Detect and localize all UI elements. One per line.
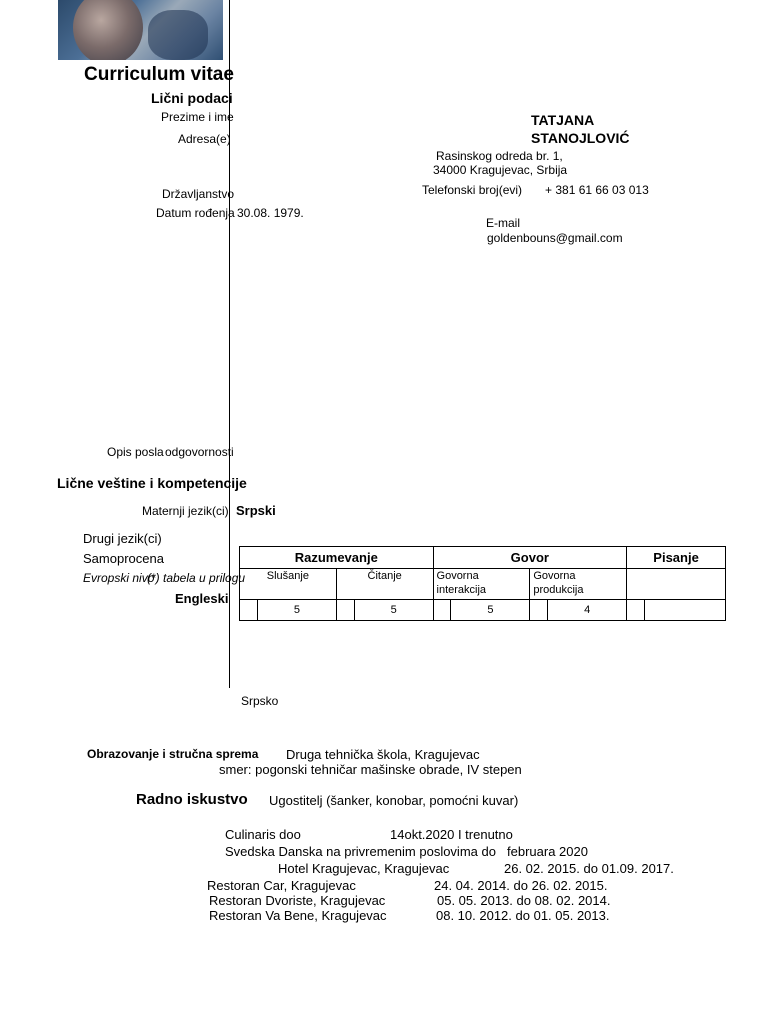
header-speaking: Govor bbox=[433, 547, 627, 569]
level-cell-production bbox=[530, 600, 548, 621]
photo-shade-shape bbox=[148, 10, 208, 60]
phone-label: Telefonski broj(evi) bbox=[422, 183, 523, 197]
education-label: Obrazovanje i stručna sprema bbox=[87, 747, 259, 761]
phone-value: + 381 61 66 03 013 bbox=[545, 183, 649, 197]
table-values-row bbox=[240, 600, 726, 621]
experience-role: Ugostitelj (šanker, konobar, pomoćni kuvar) bbox=[269, 793, 519, 808]
header-understanding: Razumevanje bbox=[240, 547, 434, 569]
employer-3: Hotel Kragujevac, Kragujevac bbox=[278, 861, 450, 876]
period-6: 08. 10. 2012. do 01. 05. 2013. bbox=[436, 908, 610, 923]
subheader-reading: Čitanje bbox=[336, 569, 433, 600]
level-cell-interaction bbox=[433, 600, 451, 621]
subheader-production: Govorna produkcija bbox=[530, 569, 627, 600]
level-cell-listening bbox=[240, 600, 258, 621]
period-1: 14okt.2020 I trenutno bbox=[390, 827, 513, 842]
level-cell-writing bbox=[627, 600, 645, 621]
subheader-interaction: Govorna interakcija bbox=[433, 569, 530, 600]
self-assessment-label: Samoprocena bbox=[83, 551, 164, 566]
value-reading: 5 bbox=[354, 600, 433, 621]
mother-tongue-value: Srpski bbox=[236, 503, 276, 518]
subheader-listening: Slušanje bbox=[240, 569, 337, 600]
email-label: E-mail bbox=[486, 216, 521, 230]
email-value: goldenbouns@gmail.com bbox=[487, 231, 623, 245]
value-writing bbox=[645, 600, 726, 621]
name-line1: TATJANA bbox=[531, 112, 595, 128]
other-languages-label: Drugi jezik(ci) bbox=[83, 531, 162, 546]
citizenship-label: Državljanstvo bbox=[162, 187, 235, 201]
employer-1: Culinaris doo bbox=[225, 827, 301, 842]
dob-label: Datum rođenja bbox=[156, 206, 235, 220]
profile-photo bbox=[58, 0, 223, 60]
european-level-label: Evropski nivo bbox=[83, 571, 155, 585]
section-personal-title: Lični podaci bbox=[151, 90, 233, 106]
level-cell-reading bbox=[336, 600, 354, 621]
name-label: Prezime i ime bbox=[161, 110, 234, 124]
duties-label-2: odgovornosti bbox=[165, 445, 234, 459]
european-level-note: (*) tabela u prilogu bbox=[147, 571, 246, 585]
footer-language-note: Srpsko bbox=[241, 694, 279, 708]
dob-value: 30.08. 1979. bbox=[237, 206, 304, 220]
table-subheader-row bbox=[240, 569, 726, 600]
experience-label: Radno iskustvo bbox=[136, 791, 248, 808]
address-line2: 34000 Kragujevac, Srbija bbox=[433, 163, 568, 177]
photo-hair-shape bbox=[73, 0, 143, 60]
name-line2: STANOJLOVIĆ bbox=[531, 130, 630, 146]
employer-5: Restoran Dvoriste, Kragujevac bbox=[209, 893, 386, 908]
subheader-writing-empty bbox=[627, 569, 726, 600]
duties-label: Opis posla bbox=[107, 445, 164, 459]
period-2: februara 2020 bbox=[507, 844, 588, 859]
period-3: 26. 02. 2015. do 01.09. 2017. bbox=[504, 861, 674, 876]
language-name: Engleski bbox=[175, 591, 229, 606]
table-header-row bbox=[240, 547, 726, 569]
value-production: 4 bbox=[548, 600, 627, 621]
skills-section-title: Lične veštine i kompetencije bbox=[57, 475, 247, 491]
mother-tongue-label: Maternji jezik(ci) bbox=[142, 504, 229, 518]
document-title: Curriculum vitae bbox=[84, 64, 234, 85]
employer-4: Restoran Car, Kragujevac bbox=[207, 878, 356, 893]
education-school: Druga tehnička škola, Kragujevac bbox=[286, 747, 480, 762]
period-4: 24. 04. 2014. do 26. 02. 2015. bbox=[434, 878, 608, 893]
period-5: 05. 05. 2013. do 08. 02. 2014. bbox=[437, 893, 611, 908]
address-label: Adresa(e) bbox=[178, 132, 231, 146]
value-interaction: 5 bbox=[451, 600, 530, 621]
employer-6: Restoran Va Bene, Kragujevac bbox=[209, 908, 387, 923]
employer-2: Svedska Danska na privremenim poslovima do bbox=[225, 844, 496, 859]
value-listening: 5 bbox=[257, 600, 336, 621]
education-program: smer: pogonski tehničar mašinske obrade, IV stepen bbox=[219, 762, 522, 777]
address-line1: Rasinskog odreda br. 1, bbox=[436, 149, 563, 163]
language-assessment-table bbox=[239, 546, 726, 621]
header-writing: Pisanje bbox=[627, 547, 726, 569]
